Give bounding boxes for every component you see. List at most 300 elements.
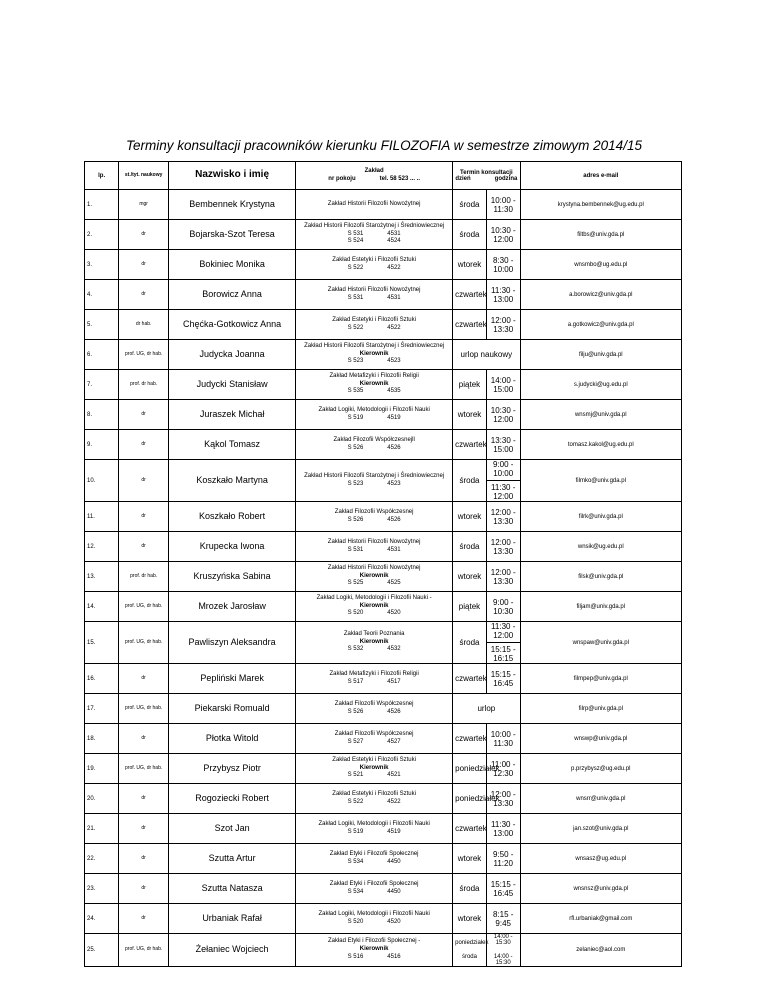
room-number: S 526: [347, 444, 364, 451]
unit-name: Zakład Etyki i Filozofii Społecznej: [329, 850, 419, 857]
header-unit-label: Zakład: [364, 167, 384, 174]
table-row: [85, 664, 682, 694]
day-value: piątek: [458, 602, 481, 611]
degree: prof. UG, dr hab.: [119, 934, 169, 967]
consult-day: [453, 532, 487, 562]
consult-hour: [486, 814, 520, 844]
phone-ext: 4531: [387, 546, 401, 553]
consult-day: [453, 724, 487, 754]
email-link[interactable]: filjam@univ.gda.pl: [520, 592, 681, 622]
header-name: Nazwisko i imię: [169, 162, 296, 190]
table-row: [85, 904, 682, 934]
row-number: 25.: [85, 934, 119, 967]
row-number: 4.: [85, 280, 119, 310]
hour-value: 13:30 - 15:00: [490, 435, 516, 454]
consult-hour: [486, 562, 520, 592]
unit-name: Zakład Historii Filozofii Starożytnej i Średniowiecznej: [304, 472, 445, 479]
consultation-table: [84, 161, 682, 967]
table-row: [85, 190, 682, 220]
table-row: [85, 724, 682, 754]
table-row: [85, 532, 682, 562]
header-term: [453, 162, 520, 190]
table-row: [85, 460, 682, 502]
person-name: Płotka Witold: [169, 724, 296, 754]
header-day: dzień: [455, 175, 471, 182]
consult-day: [453, 250, 487, 280]
room-number: S 523: [347, 480, 364, 487]
day-value: poniedziałek: [455, 794, 500, 803]
consult-hour: [486, 934, 520, 967]
table-row: [85, 562, 682, 592]
room-number: S 520: [347, 918, 364, 925]
phone-ext: 4520: [387, 610, 401, 617]
row-number: 15.: [85, 622, 119, 664]
consult-hour: [486, 220, 520, 250]
phone-ext: 4524: [387, 238, 401, 245]
person-name: Pepliński Marek: [169, 664, 296, 694]
phone-ext: 4519: [387, 414, 401, 421]
email-link[interactable]: wnsasz@ug.edu.pl: [520, 844, 681, 874]
table-row: [85, 784, 682, 814]
person-name: Bembennek Krystyna: [169, 190, 296, 220]
room-number: S 531: [347, 546, 364, 553]
unit-cell: [296, 934, 453, 967]
table-row: [85, 310, 682, 340]
day-value: wtorek: [457, 572, 482, 581]
consult-hour: [486, 724, 520, 754]
row-number: 22.: [85, 844, 119, 874]
hour-value: 12:00 - 13:30: [490, 315, 516, 334]
row-number: 7.: [85, 370, 119, 400]
unit-cell: [296, 220, 453, 250]
room-number: S 523: [347, 358, 364, 365]
email-link[interactable]: wnsik@ug.edu.pl: [520, 532, 681, 562]
unit-cell: [296, 280, 453, 310]
email-link[interactable]: filrk@univ.gda.pl: [520, 502, 681, 532]
table-row: [85, 370, 682, 400]
consult-day: [453, 844, 487, 874]
row-number: 18.: [85, 724, 119, 754]
day-value: czwartek: [455, 734, 487, 743]
phone-ext: 4516: [387, 953, 401, 960]
hour-value: 12:00 - 13:30: [490, 567, 516, 586]
degree: dr: [119, 250, 169, 280]
person-name: Rogoziecki Robert: [169, 784, 296, 814]
table-row: [85, 622, 682, 664]
unit-cell: [296, 844, 453, 874]
email-link[interactable]: p.przybysz@ug.edu.pl: [520, 754, 681, 784]
unit-cell: [296, 664, 453, 694]
degree: dr: [119, 814, 169, 844]
hour-value: 10:30 - 12:00: [490, 225, 516, 244]
email-link[interactable]: filrp@univ.gda.pl: [520, 694, 681, 724]
header-unit: [296, 162, 453, 190]
degree: dr hab.: [119, 310, 169, 340]
unit-cell: [296, 814, 453, 844]
email-link[interactable]: zelaniec@aol.com: [520, 934, 681, 967]
unit-name: Zakład Metafizyki i Filozofii Religii: [329, 372, 419, 379]
unit-cell: [296, 784, 453, 814]
consult-hour: [486, 310, 520, 340]
consult-hour: [486, 430, 520, 460]
table-row: [85, 592, 682, 622]
hour-value-2: 14:00 - 15:30: [493, 954, 513, 966]
person-name: Krupecka Iwona: [169, 532, 296, 562]
unit-cell: [296, 310, 453, 340]
email-link[interactable]: rfl.urbaniak@gmail.com: [520, 904, 681, 934]
email-link[interactable]: filsk@univ.gda.pl: [520, 562, 681, 592]
consult-day: [453, 400, 487, 430]
consult-hour: [486, 460, 520, 502]
consultation-note: urlop: [453, 694, 520, 724]
degree: dr: [119, 724, 169, 754]
day-value: środa: [459, 542, 480, 551]
email-link[interactable]: s.judycki@ug.edu.pl: [520, 370, 681, 400]
consult-hour: [486, 190, 520, 220]
consult-day: [453, 814, 487, 844]
unit-name: Zakład Metafizyki i Filozofii Religii: [329, 670, 419, 677]
email-link[interactable]: filmpep@univ.gda.pl: [520, 664, 681, 694]
person-name: Judycki Stanisław: [169, 370, 296, 400]
degree: dr: [119, 220, 169, 250]
unit-name: Zakład Historii Filozofii Nowożytnej: [327, 286, 421, 293]
person-name: Pawliszyn Aleksandra: [169, 622, 296, 664]
email-link[interactable]: wnsmj@univ.gda.pl: [520, 400, 681, 430]
person-name: Szutta Natasza: [169, 874, 296, 904]
table-row: [85, 502, 682, 532]
row-number: 1.: [85, 190, 119, 220]
day-value: wtorek: [457, 512, 482, 521]
degree: prof. dr hab.: [119, 562, 169, 592]
consult-day: [453, 370, 487, 400]
unit-name: Zakład Historii Filozofii Nowożytnej: [327, 538, 421, 545]
person-name: Bojarska-Szot Teresa: [169, 220, 296, 250]
unit-cell: [296, 400, 453, 430]
head-note: Kierownik: [359, 946, 389, 953]
email-link[interactable]: wnsrr@univ.gda.pl: [520, 784, 681, 814]
room-number: S 521: [347, 772, 364, 779]
day-value-2: środa: [461, 954, 477, 960]
consult-day: [453, 754, 500, 784]
consult-day: [453, 904, 487, 934]
table-header-row: [85, 162, 682, 190]
unit-name: Zakład Historii Filozofii Starożytnej i Średniowiecznej: [304, 222, 445, 229]
row-number: 13.: [85, 562, 119, 592]
consult-day: [453, 220, 487, 250]
header-hour: godzina: [494, 175, 518, 182]
room-number: S 524: [347, 238, 364, 245]
row-number: 24.: [85, 904, 119, 934]
unit-name: Zakład Etyki i Filozofii Społecznej -: [327, 938, 421, 945]
unit-name: Zakład Logiki, Metodologii i Filozofii Nauki: [318, 910, 430, 917]
degree: dr: [119, 400, 169, 430]
email-link[interactable]: jan.szot@univ.gda.pl: [520, 814, 681, 844]
consultation-note: urlop naukowy: [453, 340, 520, 370]
email-link[interactable]: a.gotkowicz@univ.gda.pl: [520, 310, 681, 340]
person-name: Urbaniak Rafał: [169, 904, 296, 934]
consult-day: [453, 562, 487, 592]
hour-value: 11:30 - 13:00: [491, 819, 516, 838]
consult-hour: [486, 370, 520, 400]
person-name: Przybysz Piotr: [169, 754, 296, 784]
unit-name: Zakład Logiki, Metodologii i Filozofii Nauki: [318, 406, 430, 413]
consult-hour: [486, 622, 520, 664]
day-value: środa: [459, 230, 480, 239]
phone-ext: 4522: [387, 264, 401, 271]
row-number: 9.: [85, 430, 119, 460]
phone-ext: 4523: [387, 480, 401, 487]
email-link[interactable]: wnspaw@univ.gda.pl: [520, 622, 681, 664]
unit-name: Zakład Filozofii Współczesnejll: [333, 436, 415, 443]
row-number: 6.: [85, 340, 119, 370]
unit-name: Zakład Logiki, Metodologii i Filozofii Nauki: [318, 820, 430, 827]
row-number: 17.: [85, 694, 119, 724]
phone-ext: 4526: [387, 708, 401, 715]
consult-day: [453, 190, 487, 220]
hour-value: 11:30 - 13:00: [491, 285, 516, 304]
unit-name: Zakład Historii Filozofii Starożytnej i Średniowiecznej: [304, 342, 445, 349]
day-value: czwartek: [455, 824, 487, 833]
unit-cell: [296, 904, 453, 934]
hour-value: 9:50 - 11:20: [492, 849, 514, 868]
person-name: Szot Jan: [169, 814, 296, 844]
room-number: S 526: [347, 516, 364, 523]
degree: dr: [119, 844, 169, 874]
hour-value: 11:30 - 12:00: [491, 622, 516, 640]
day-value: wtorek: [457, 914, 482, 923]
degree: dr: [119, 430, 169, 460]
phone-ext: 4450: [387, 888, 401, 895]
unit-cell: [296, 370, 453, 400]
head-note: Kierownik: [359, 764, 389, 771]
degree: prof. UG, dr hab.: [119, 694, 169, 724]
degree: mgr: [119, 190, 169, 220]
consult-day: [453, 460, 487, 502]
row-number: 19.: [85, 754, 119, 784]
degree: prof. UG, dr hab.: [119, 340, 169, 370]
room-number: S 522: [347, 264, 364, 271]
room-number: S 519: [347, 414, 364, 421]
unit-name: Zakład Estetyki i Filozofii Sztuki: [332, 756, 416, 763]
consult-day: [453, 310, 487, 340]
day-value: czwartek: [455, 674, 487, 683]
table-row: [85, 874, 682, 904]
head-note: Kierownik: [359, 380, 389, 387]
day-value: czwartek: [455, 320, 487, 329]
degree: dr: [119, 664, 169, 694]
consult-day: [453, 622, 487, 664]
degree: dr: [119, 874, 169, 904]
hour-value: 10:00 - 11:30: [490, 195, 516, 214]
email-link[interactable]: filtbs@univ.gda.pl: [520, 220, 681, 250]
row-number: 5.: [85, 310, 119, 340]
room-number: S 531: [347, 294, 364, 301]
consult-day: [453, 664, 487, 694]
row-number: 3.: [85, 250, 119, 280]
table-row: [85, 430, 682, 460]
hour-value: 15:15 - 16:45: [490, 669, 516, 688]
header-term-label: Termin konsultacji: [460, 169, 513, 176]
consult-hour: [486, 400, 520, 430]
room-number: S 527: [347, 738, 364, 745]
phone-ext: 4519: [387, 828, 401, 835]
degree: dr: [119, 280, 169, 310]
phone-ext: 4525: [387, 580, 401, 587]
table-row: [85, 400, 682, 430]
phone-ext: 4523: [387, 358, 401, 365]
table-row: [85, 340, 682, 370]
table-row: [85, 754, 682, 784]
phone-ext: 4527: [387, 738, 401, 745]
consult-day: [453, 934, 487, 967]
day-value: czwartek: [455, 290, 487, 299]
consult-day: [453, 280, 487, 310]
hour-value: 14:00 - 15:30: [493, 934, 513, 946]
email-link[interactable]: filju@univ.gda.pl: [520, 340, 681, 370]
room-number: S 525: [347, 580, 364, 587]
hour-value: 9:00 - 10:30: [492, 597, 514, 616]
consult-hour: [486, 502, 520, 532]
email-link[interactable]: a.borowicz@univ.gda.pl: [520, 280, 681, 310]
degree: dr: [119, 502, 169, 532]
hour-value: 9:00 - 10:00: [492, 460, 514, 478]
day-value: wtorek: [457, 260, 482, 269]
day-value: wtorek: [457, 854, 482, 863]
phone-ext: 4521: [387, 772, 401, 779]
email-link[interactable]: tomasz.kakol@ug.edu.pl: [520, 430, 681, 460]
row-number: 8.: [85, 400, 119, 430]
table-row: [85, 280, 682, 310]
room-number: S 535: [347, 388, 364, 395]
day-value: czwartek: [455, 440, 487, 449]
unit-name: Zakład Teorii Poznania: [343, 630, 405, 637]
email-link[interactable]: wnswp@univ.gda.pl: [520, 724, 681, 754]
unit-name: Zakład Etyki i Filozofii Społecznej: [329, 880, 419, 887]
phone-ext: 4526: [387, 516, 401, 523]
person-name: Koszkało Robert: [169, 502, 296, 532]
row-number: 21.: [85, 814, 119, 844]
room-number: S 531: [347, 230, 364, 237]
room-number: S 532: [347, 646, 364, 653]
phone-ext: 4522: [387, 798, 401, 805]
hour-value-2: 15:15 - 16:15: [487, 642, 520, 663]
day-value: wtorek: [457, 410, 482, 419]
room-number: S 534: [347, 858, 364, 865]
phone-ext: 4450: [387, 858, 401, 865]
day-value: środa: [459, 476, 480, 485]
table-row: [85, 814, 682, 844]
email-link[interactable]: filmko@univ.gda.pl: [520, 460, 681, 502]
consult-day: [453, 430, 487, 460]
unit-cell: [296, 190, 453, 220]
head-note: Kierownik: [359, 572, 389, 579]
consult-hour: [486, 904, 520, 934]
consult-hour: [486, 664, 520, 694]
row-number: 2.: [85, 220, 119, 250]
unit-cell: [296, 502, 453, 532]
day-value: środa: [459, 884, 480, 893]
hour-value: 12:00 - 13:30: [490, 789, 516, 808]
room-number: S 534: [347, 888, 364, 895]
table-row: [85, 250, 682, 280]
degree: prof. UG, dr hab.: [119, 754, 169, 784]
phone-ext: 4531: [387, 230, 401, 237]
head-note: Kierownik: [359, 638, 389, 645]
hour-value: 14:00 - 15:00: [490, 375, 516, 394]
unit-cell: [296, 532, 453, 562]
hour-value: 12:00 - 13:30: [490, 507, 516, 526]
row-number: 23.: [85, 874, 119, 904]
unit-name: Zakład Logiki, Metodologii i Filozofii Nauki -: [316, 594, 432, 601]
email-link[interactable]: wnsmbo@ug.edu.pl: [520, 250, 681, 280]
consult-day: [453, 874, 487, 904]
hour-value: 8:15 - 9:45: [492, 909, 514, 928]
hour-value: 11:00 - 12:30: [491, 759, 516, 778]
day-value: środa: [459, 638, 480, 647]
email-link[interactable]: krystyna.bembennek@ug.edu.pl: [520, 190, 681, 220]
table-row: [85, 694, 682, 724]
degree: prof. dr hab.: [119, 370, 169, 400]
header-email: adres e-mail: [520, 162, 681, 190]
email-link[interactable]: wnsnsz@univ.gda.pl: [520, 874, 681, 904]
table-row: [85, 220, 682, 250]
unit-cell: [296, 622, 453, 664]
room-number: S 522: [347, 324, 364, 331]
unit-cell: [296, 460, 453, 502]
unit-cell: [296, 562, 453, 592]
row-number: 14.: [85, 592, 119, 622]
person-name: Koszkało Martyna: [169, 460, 296, 502]
hour-value-2: 11:30 - 12:00: [487, 480, 520, 501]
degree: prof. UG, dr hab.: [119, 622, 169, 664]
row-number: 11.: [85, 502, 119, 532]
unit-cell: [296, 430, 453, 460]
consult-hour: [486, 250, 520, 280]
unit-name: Zakład Filozofii Współczesnej: [334, 508, 414, 515]
degree: dr: [119, 904, 169, 934]
day-value: poniedziałek: [455, 940, 489, 946]
unit-name: Zakład Estetyki i Filozofii Sztuki: [332, 790, 416, 797]
consult-day: [453, 502, 487, 532]
room-number: S 516: [347, 953, 364, 960]
row-number: 16.: [85, 664, 119, 694]
room-number: S 517: [347, 678, 364, 685]
unit-name: Zakład Historii Filozofii Nowożytnej: [327, 564, 421, 571]
phone-ext: 4526: [387, 444, 401, 451]
unit-cell: [296, 592, 453, 622]
header-degree: st./tyt. naukowy: [119, 162, 169, 190]
degree: prof. UG, dr hab.: [119, 592, 169, 622]
degree: dr: [119, 460, 169, 502]
person-name: Chęćka-Gotkowicz Anna: [169, 310, 296, 340]
person-name: Bokiniec Monika: [169, 250, 296, 280]
consult-day: [453, 592, 487, 622]
person-name: Żełaniec Wojciech: [169, 934, 296, 967]
table-row: [85, 934, 682, 967]
room-number: S 519: [347, 828, 364, 835]
degree: dr: [119, 532, 169, 562]
phone-ext: 4535: [387, 388, 401, 395]
head-note: Kierownik: [359, 602, 389, 609]
unit-cell: [296, 250, 453, 280]
room-number: S 526: [347, 708, 364, 715]
phone-ext: 4522: [387, 324, 401, 331]
person-name: Juraszek Michał: [169, 400, 296, 430]
hour-value: 15:15 - 16:45: [490, 879, 516, 898]
row-number: 12.: [85, 532, 119, 562]
person-name: Mrozek Jarosław: [169, 592, 296, 622]
day-value: środa: [459, 200, 480, 209]
